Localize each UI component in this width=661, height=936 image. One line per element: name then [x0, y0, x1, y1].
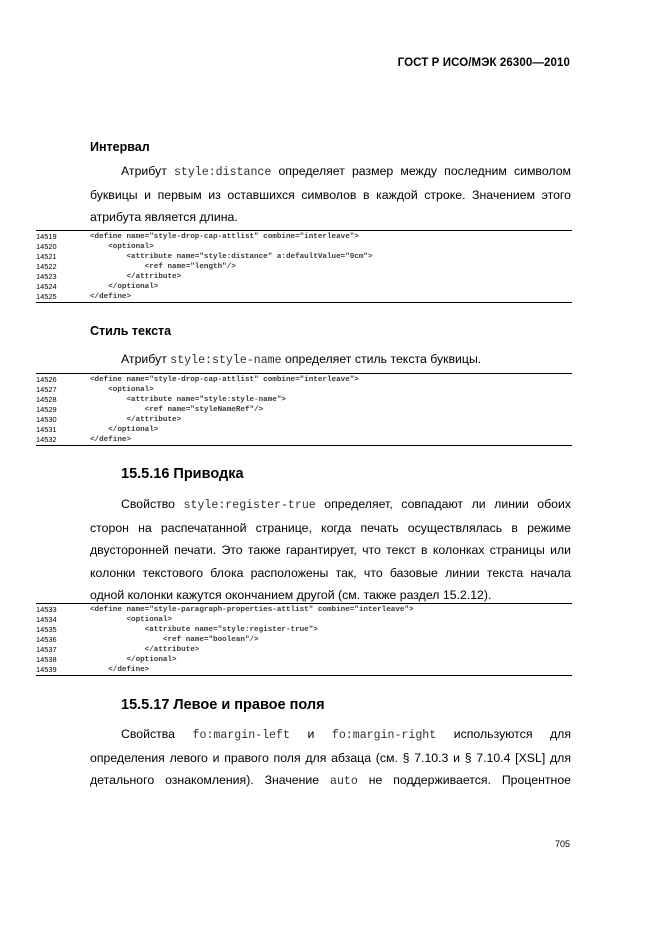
paragraph-line: одной колонки кажутся окончанием другой (см. также раздел 15.2.12).	[90, 587, 492, 602]
code-line	[36, 262, 572, 272]
inline-code: style:register-true	[183, 499, 316, 512]
paragraph-line: колонки текстового блока расположены так, что базовые линии текста начала	[90, 565, 571, 580]
code-line	[36, 625, 572, 635]
code-line	[36, 395, 572, 405]
line-number: 14521	[36, 252, 57, 261]
code-text: </define>	[90, 666, 150, 674]
paragraph-line	[90, 160, 571, 184]
code-text: <attribute name="style:register-true">	[90, 626, 318, 634]
inline-code: fo:margin-right	[331, 729, 437, 742]
code-text: <define name="style-drop-cap-attlist" combine="interleave">	[90, 233, 359, 241]
code-line	[36, 375, 572, 385]
code-text: <attribute name="style:distance" a:defaultValue="0cm">	[90, 253, 373, 261]
line-number: 14520	[36, 242, 57, 251]
code-line	[36, 665, 572, 675]
code-text: </attribute>	[90, 646, 200, 654]
paragraph-margins	[90, 723, 571, 794]
code-text: <ref name="length"/>	[90, 263, 236, 271]
code-text: <optional>	[90, 616, 173, 624]
line-number: 14523	[36, 272, 57, 281]
text-run: используются для	[436, 727, 572, 741]
inline-code: style:style-name	[170, 354, 282, 367]
code-line	[36, 425, 572, 435]
line-number: 14533	[36, 605, 57, 614]
line-number: 14526	[36, 375, 57, 384]
code-line	[36, 605, 572, 615]
code-block-text-style	[36, 373, 572, 446]
code-text: </optional>	[90, 656, 177, 664]
line-number: 14529	[36, 405, 57, 414]
text-run: Атрибут	[121, 352, 171, 366]
line-number: 14536	[36, 635, 57, 644]
text-run: детального ознакомления). Значение	[90, 773, 330, 788]
code-line	[36, 272, 572, 282]
code-line	[36, 405, 572, 415]
text-run: и	[289, 727, 332, 741]
code-text: <define name="style-paragraph-properties-attlist" combine="interleave">	[90, 606, 414, 614]
inline-code: fo:margin-left	[192, 729, 290, 742]
line-number: 14530	[36, 415, 57, 424]
code-line	[36, 252, 572, 262]
code-line	[36, 655, 572, 665]
line-number: 14535	[36, 625, 57, 634]
paragraph-line: сторон на распечатанной странице, когда печать осуществлялась в режиме	[90, 521, 571, 536]
inline-code: style:distance	[173, 166, 272, 179]
code-text: <optional>	[90, 386, 154, 394]
code-text: </optional>	[90, 426, 159, 434]
paragraph-line	[90, 348, 571, 372]
line-number: 14537	[36, 645, 57, 654]
code-line	[36, 385, 572, 395]
code-text: </optional>	[90, 283, 159, 291]
line-number: 14528	[36, 395, 57, 404]
line-number: 14527	[36, 385, 57, 394]
code-line	[36, 292, 572, 302]
text-run: определяет, совпадают ли линии обоих	[315, 497, 572, 511]
text-run: не поддерживается. Процентное	[357, 773, 571, 788]
code-text: <optional>	[90, 243, 154, 251]
paragraph-line: буквицы и первым из оставшихся символов в каждой строке. Значением этого	[90, 188, 571, 203]
line-number: 14532	[36, 435, 57, 444]
text-run: Свойства	[121, 727, 193, 741]
paragraph-register	[90, 493, 571, 606]
inline-code: auto	[330, 775, 358, 789]
code-text: </attribute>	[90, 273, 182, 281]
code-block-register	[36, 603, 572, 676]
line-number: 14522	[36, 262, 57, 271]
heading-15-5-16: 15.5.16 Приводка	[121, 466, 244, 482]
heading-text-style: Стиль текста	[90, 324, 172, 338]
paragraph-interval	[90, 160, 571, 229]
code-line	[36, 645, 572, 655]
line-number: 14538	[36, 655, 57, 664]
code-text: </define>	[90, 436, 132, 444]
code-line	[36, 635, 572, 645]
code-text: </attribute>	[90, 416, 182, 424]
code-text: <define name="style-drop-cap-attlist" combine="interleave">	[90, 376, 359, 384]
code-line	[36, 282, 572, 292]
paragraph-line	[90, 493, 571, 517]
standard-header: ГОСТ Р ИСО/МЭК 26300—2010	[397, 57, 570, 69]
heading-15-5-17: 15.5.17 Левое и правое поля	[121, 697, 325, 713]
code-line	[36, 415, 572, 425]
text-run: Свойство	[121, 497, 184, 511]
line-number: 14531	[36, 425, 57, 434]
paragraph-line: определения левого и правого поля для абзаца (см. § 7.10.3 и § 7.10.4 [XSL] для	[90, 751, 571, 766]
paragraph-text-style	[90, 348, 571, 372]
line-number: 14534	[36, 615, 57, 624]
code-line	[36, 242, 572, 252]
code-block-interval	[36, 230, 572, 303]
line-number: 14525	[36, 292, 57, 301]
paragraph-line: двусторонней печати. Это также гарантирует, что текст в колонках страницы или	[90, 543, 571, 558]
code-text: <ref name="styleNameRef"/>	[90, 406, 264, 414]
code-line	[36, 615, 572, 625]
line-number: 14539	[36, 665, 57, 674]
page-number: 705	[554, 839, 570, 849]
paragraph-line: атрибута является длина.	[90, 210, 238, 225]
line-number: 14524	[36, 282, 57, 291]
line-number: 14519	[36, 232, 57, 241]
heading-interval: Интервал	[90, 140, 150, 154]
text-run: определяет размер между последним символом	[271, 164, 571, 178]
text-run: определяет стиль текста буквицы.	[281, 352, 482, 366]
code-line	[36, 232, 572, 242]
code-text: <attribute name="style:style-name">	[90, 396, 286, 404]
text-run: Атрибут	[121, 164, 174, 178]
code-line	[36, 435, 572, 445]
code-text: </define>	[90, 293, 132, 301]
code-text: <ref name="boolean"/>	[90, 636, 259, 644]
paragraph-line	[90, 769, 571, 793]
paragraph-line	[90, 723, 571, 747]
